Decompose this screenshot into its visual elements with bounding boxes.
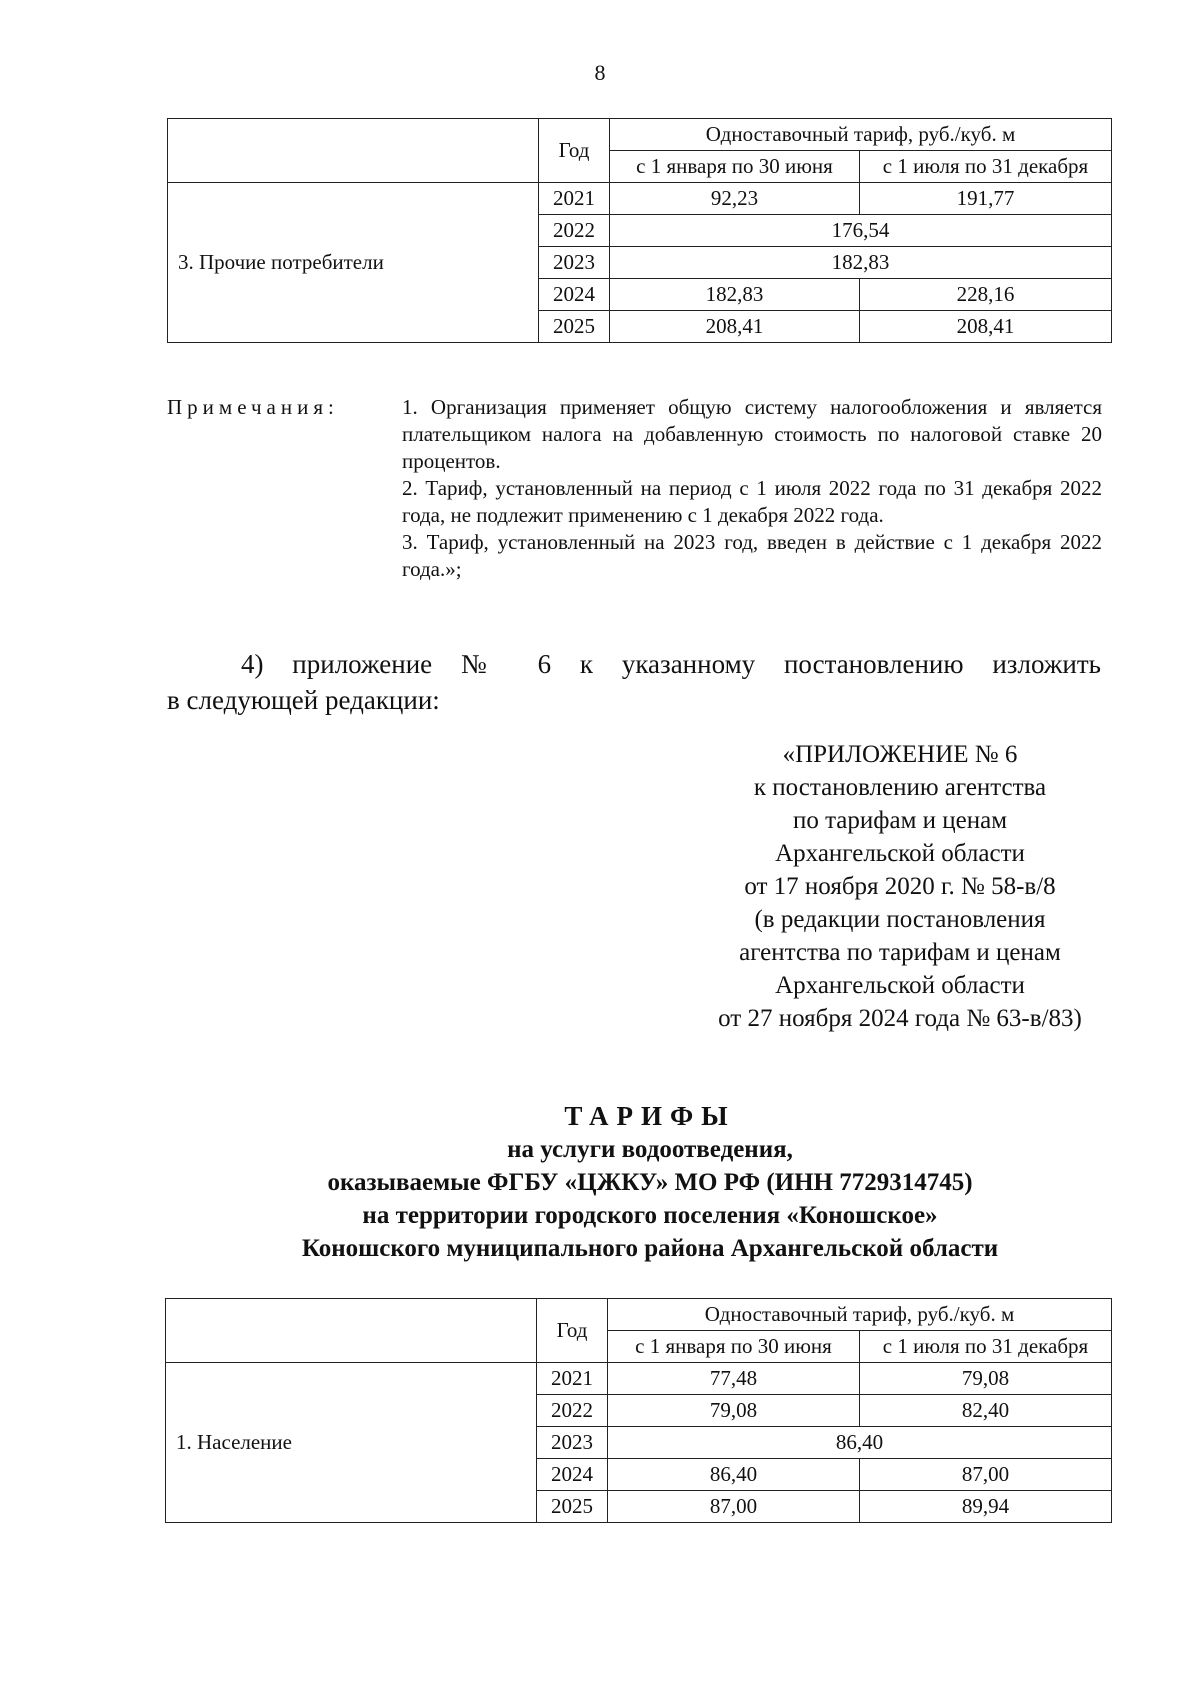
appendix-line: по тарифам и ценам — [792, 807, 1008, 834]
tariff-header: Одноставочный тариф, руб./куб. м — [610, 119, 1112, 151]
heading-line: на услуги водоотведения, — [507, 1136, 793, 1163]
year-header: Год — [537, 1299, 608, 1363]
year-cell: 2024 — [537, 1459, 608, 1491]
tariff-value-cell: 77,48 — [608, 1363, 860, 1395]
year-cell: 2023 — [537, 1427, 608, 1459]
heading-line: оказываемые ФГБУ «ЦЖКУ» МО РФ (ИНН 7729314745) — [327, 1169, 973, 1196]
category-cell: 1. Население — [166, 1363, 537, 1523]
appendix-line: (в редакции постановления — [754, 906, 1046, 933]
tariff-value-cell: 182,83 — [610, 279, 860, 311]
period-header: с 1 июля по 31 декабря — [860, 1331, 1112, 1363]
tariff-value-cell: 182,83 — [610, 247, 1112, 279]
header-blank-cell — [168, 119, 539, 183]
appendix-line: от 27 ноября 2024 года № 63-в/83) — [718, 1005, 1082, 1032]
year-header: Год — [539, 119, 610, 183]
appendix-header — [680, 738, 1120, 1035]
year-cell: 2024 — [539, 279, 610, 311]
year-cell: 2025 — [537, 1491, 608, 1523]
tariff-value-cell: 228,16 — [860, 279, 1112, 311]
table-body — [166, 1299, 1112, 1523]
heading-title: ТАРИФЫ — [564, 1101, 736, 1131]
note-item: 3. Тариф, установленный на 2023 год, введен в действие с 1 декабря 2022 года.»; — [402, 530, 1102, 581]
year-cell: 2021 — [539, 183, 610, 215]
year-cell: 2023 — [539, 247, 610, 279]
appendix-line: Архангельской области — [775, 972, 1025, 999]
period-header: с 1 января по 30 июня — [610, 151, 860, 183]
tariff-value-cell: 176,54 — [610, 215, 1112, 247]
header-blank-cell — [166, 1299, 537, 1363]
tariff-value-cell: 87,00 — [860, 1459, 1112, 1491]
tariff-value-cell: 79,08 — [608, 1395, 860, 1427]
tariff-value-cell: 86,40 — [608, 1427, 1112, 1459]
year-cell: 2022 — [539, 215, 610, 247]
page-number: 8 — [594, 60, 606, 85]
tariff-value-cell: 208,41 — [860, 311, 1112, 343]
document-heading — [0, 1100, 1200, 1265]
paragraph-line: 4) приложение № 6 к указанному постановлению изложить — [241, 649, 1101, 679]
year-cell: 2022 — [537, 1395, 608, 1427]
tariff-value-cell: 82,40 — [860, 1395, 1112, 1427]
period-header: с 1 января по 30 июня — [608, 1331, 860, 1363]
note-item: 2. Тариф, установленный на период с 1 июля 2022 года по 31 декабря 2022 года, не подлежит применению с 1 декабря 2022 года. — [402, 476, 1102, 527]
appendix-line: от 17 ноября 2020 г. № 58-в/8 — [744, 873, 1056, 900]
heading-line: Коношского муниципального района Архангельской области — [301, 1235, 999, 1262]
year-cell: 2021 — [537, 1363, 608, 1395]
tariff-value-cell: 86,40 — [608, 1459, 860, 1491]
tariff-table-population — [165, 1298, 1112, 1523]
table-row — [166, 1363, 1112, 1395]
tariff-table-other-consumers — [167, 118, 1112, 343]
notes-list — [402, 394, 1102, 583]
table-header-row — [166, 1299, 1112, 1331]
appendix-line: Архангельской области — [775, 840, 1025, 867]
tariff-value-cell: 208,41 — [610, 311, 860, 343]
paragraph-line: в следующей редакции: — [167, 685, 440, 715]
tariff-value-cell: 92,23 — [610, 183, 860, 215]
category-cell: 3. Прочие потребители — [168, 183, 539, 343]
tariff-value-cell: 87,00 — [608, 1491, 860, 1523]
year-cell: 2025 — [539, 311, 610, 343]
period-header: с 1 июля по 31 декабря — [860, 151, 1112, 183]
tariff-header: Одноставочный тариф, руб./куб. м — [608, 1299, 1112, 1331]
table-row — [168, 183, 1112, 215]
appendix-line: «ПРИЛОЖЕНИЕ № 6 — [782, 741, 1018, 768]
tariff-value-cell: 89,94 — [860, 1491, 1112, 1523]
appendix-line: к постановлению агентства — [753, 774, 1047, 801]
tariff-value-cell: 79,08 — [860, 1363, 1112, 1395]
amendment-paragraph — [167, 646, 1101, 718]
table-body — [168, 119, 1112, 343]
table-header-row — [168, 119, 1112, 151]
tariff-value-cell: 191,77 — [860, 183, 1112, 215]
note-item: 1. Организация применяет общую систему налогообложения и является плательщиком налога на добавленную стоимость по налоговой ставке 20 процентов. — [402, 395, 1102, 473]
notes-label: Примечания: — [167, 395, 339, 419]
appendix-line: агентства по тарифам и ценам — [739, 939, 1061, 966]
heading-line: на территории городского поселения «Коношское» — [362, 1202, 938, 1229]
